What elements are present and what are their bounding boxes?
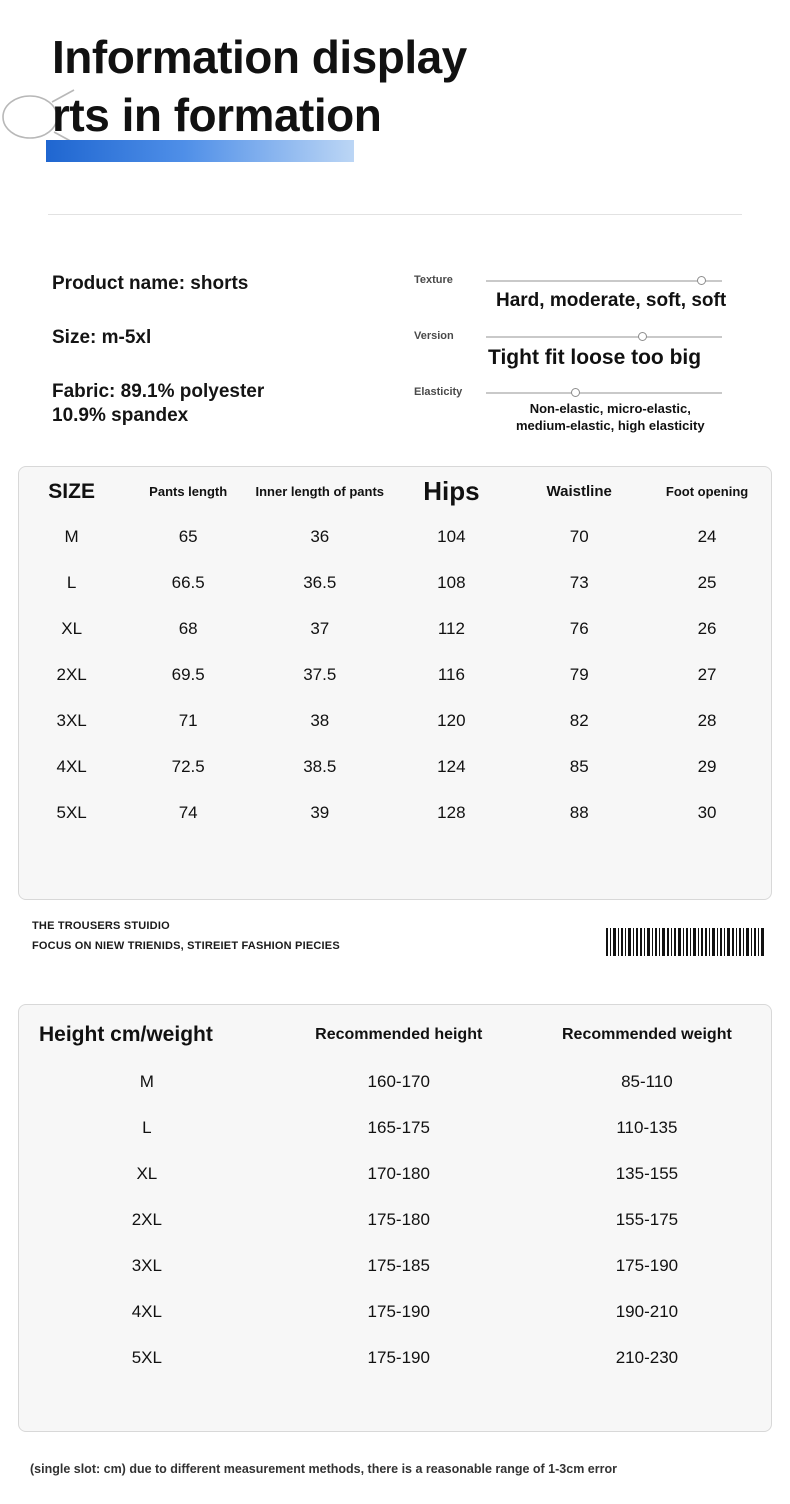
cell-size: 5XL	[131, 1348, 162, 1367]
cell-pants-length: 74	[178, 803, 198, 822]
attribute-label-elasticity: Elasticity	[414, 386, 463, 398]
page-title-line-2: rts in formation	[52, 89, 382, 141]
cell-pants-length: 68	[178, 619, 198, 638]
attribute-label-texture: Texture	[414, 274, 453, 286]
cell-pants-length: 65	[178, 527, 198, 546]
cell-waistline: 82	[569, 711, 589, 730]
product-fabric-line-2: 10.9% spandex	[52, 405, 189, 426]
size-col-header-waistline: Waistline	[546, 483, 612, 500]
attribute-label-version: Version	[414, 330, 454, 342]
cell-recommended-height: 175-190	[367, 1302, 430, 1321]
attribute-caption-texture: Hard, moderate, soft, soft	[496, 290, 727, 311]
cell-waistline: 76	[569, 619, 589, 638]
cell-size: 3XL	[131, 1256, 162, 1275]
attribute-caption-elasticity-line-1: Non-elastic, micro-elastic,	[529, 401, 691, 416]
table-row	[19, 1105, 771, 1151]
cell-size: XL	[61, 619, 83, 638]
barcode-icon	[606, 928, 766, 956]
cell-recommended-height: 175-190	[367, 1348, 430, 1367]
slider-knob-version[interactable]	[638, 332, 647, 341]
attribute-slider-elasticity	[414, 382, 750, 438]
attribute-sliders	[414, 270, 750, 438]
size-col-header-foot-opening: Foot opening	[665, 484, 749, 499]
cell-size: L	[142, 1118, 152, 1137]
cell-foot-opening: 27	[697, 665, 717, 684]
cell-recommended-height: 170-180	[367, 1164, 430, 1183]
cell-inner-length: 36	[310, 527, 330, 546]
slider-knob-texture[interactable]	[697, 276, 706, 285]
attribute-slider-version	[414, 326, 750, 382]
cell-hips: 116	[437, 665, 465, 684]
cell-recommended-weight: 190-210	[615, 1302, 679, 1321]
table-header-row	[19, 1005, 771, 1059]
height-weight-card	[18, 1004, 772, 1432]
table-header-row	[19, 467, 771, 514]
cell-recommended-height: 175-185	[367, 1256, 430, 1275]
table-row	[19, 1289, 771, 1335]
cell-size: 4XL	[56, 757, 87, 776]
size-chart-card	[18, 466, 772, 900]
cell-pants-length: 72.5	[171, 757, 205, 776]
cell-waistline: 79	[569, 665, 589, 684]
cell-foot-opening: 25	[697, 573, 717, 592]
height-weight-body	[19, 1059, 771, 1381]
slider-track-texture[interactable]	[486, 280, 722, 282]
size-col-header-pants-length: Pants length	[149, 484, 228, 499]
table-row	[19, 606, 771, 652]
cell-pants-length: 69.5	[171, 665, 205, 684]
cell-foot-opening: 29	[697, 757, 717, 776]
cell-inner-length: 37	[310, 619, 330, 638]
attribute-caption-elasticity-line-2: medium-elastic, high elasticity	[516, 418, 705, 433]
cell-inner-length: 38.5	[303, 757, 337, 776]
cell-recommended-height: 165-175	[367, 1118, 430, 1137]
product-fabric	[52, 380, 412, 428]
product-info-text	[52, 272, 412, 428]
cell-hips: 104	[437, 527, 466, 546]
cell-recommended-height: 160-170	[367, 1072, 430, 1091]
cell-size: XL	[136, 1164, 158, 1183]
cell-foot-opening: 28	[697, 711, 717, 730]
brand-line-1: THE TROUSERS STUIDIO	[32, 920, 170, 932]
attribute-caption-elasticity	[516, 400, 705, 434]
cell-size: 4XL	[131, 1302, 162, 1321]
attribute-slider-texture	[414, 270, 750, 326]
header-divider	[48, 214, 742, 215]
cell-foot-opening: 24	[697, 527, 717, 546]
cell-size: M	[64, 527, 79, 546]
cell-recommended-weight: 175-190	[615, 1256, 679, 1275]
product-info-block	[0, 252, 790, 452]
cell-recommended-weight: 110-135	[616, 1118, 678, 1137]
table-row	[19, 652, 771, 698]
cell-size: 5XL	[56, 803, 87, 822]
cell-recommended-weight: 135-155	[615, 1164, 679, 1183]
attribute-caption-version: Tight fit loose too big	[488, 346, 702, 369]
cell-waistline: 70	[569, 527, 589, 546]
height-col-header-height: Recommended height	[315, 1026, 483, 1043]
cell-recommended-height: 175-180	[367, 1210, 430, 1229]
table-row	[19, 560, 771, 606]
cell-recommended-weight: 210-230	[615, 1348, 679, 1367]
cell-foot-opening: 30	[697, 803, 717, 822]
cell-size: 2XL	[56, 665, 87, 684]
cell-inner-length: 37.5	[303, 665, 337, 684]
table-row	[19, 514, 771, 560]
cell-hips: 124	[437, 757, 466, 776]
cell-hips: 108	[437, 573, 466, 592]
product-size: Size: m-5xl	[52, 327, 152, 348]
cell-size: L	[66, 573, 77, 592]
cell-waistline: 88	[569, 803, 589, 822]
cell-waistline: 73	[569, 573, 589, 592]
cell-pants-length: 66.5	[171, 573, 205, 592]
height-weight-table	[19, 1005, 771, 1381]
table-row	[19, 1197, 771, 1243]
cell-hips: 112	[437, 619, 465, 638]
table-row	[19, 1335, 771, 1381]
cell-size: 2XL	[131, 1210, 162, 1229]
slider-knob-elasticity[interactable]	[571, 388, 580, 397]
height-col-header-size: Height cm/weight	[39, 1023, 213, 1046]
table-row	[19, 790, 771, 836]
size-col-header-size: SIZE	[48, 480, 95, 503]
brand-text	[32, 916, 340, 956]
cell-waistline: 85	[569, 757, 589, 776]
page-title	[52, 28, 752, 144]
table-row	[19, 1151, 771, 1197]
table-row	[19, 744, 771, 790]
cell-hips: 128	[437, 803, 466, 822]
table-row	[19, 1059, 771, 1105]
page-header	[0, 0, 790, 200]
cell-recommended-weight: 155-175	[615, 1210, 679, 1229]
measurement-footnote: (single slot: cm) due to different measurement methods, there is a reasonable range of 1-3cm error	[30, 1462, 617, 1476]
table-row	[19, 698, 771, 744]
product-name: Product name: shorts	[52, 273, 249, 294]
cell-inner-length: 36.5	[303, 573, 337, 592]
size-chart-table	[19, 467, 771, 836]
cell-inner-length: 39	[310, 803, 330, 822]
table-row	[19, 1243, 771, 1289]
cell-hips: 120	[437, 711, 466, 730]
cell-size: 3XL	[56, 711, 87, 730]
size-col-header-hips: Hips	[423, 476, 480, 506]
cell-inner-length: 38	[310, 711, 330, 730]
product-fabric-line-1: Fabric: 89.1% polyester	[52, 381, 265, 402]
slider-track-version[interactable]	[486, 336, 722, 338]
cell-recommended-weight: 85-110	[621, 1072, 673, 1091]
slider-track-elasticity[interactable]	[486, 392, 722, 394]
page-title-line-1: Information display	[52, 31, 467, 83]
height-col-header-weight: Recommended weight	[562, 1026, 732, 1043]
cell-foot-opening: 26	[697, 619, 717, 638]
cell-size: M	[139, 1072, 154, 1091]
size-chart-body	[19, 514, 771, 836]
cell-pants-length: 71	[178, 711, 198, 730]
brand-line-2: FOCUS ON NIEW TRIENIDS, STIREIET FASHION PIECIES	[32, 940, 340, 952]
size-col-header-inner-length: Inner length of pants	[255, 484, 385, 499]
